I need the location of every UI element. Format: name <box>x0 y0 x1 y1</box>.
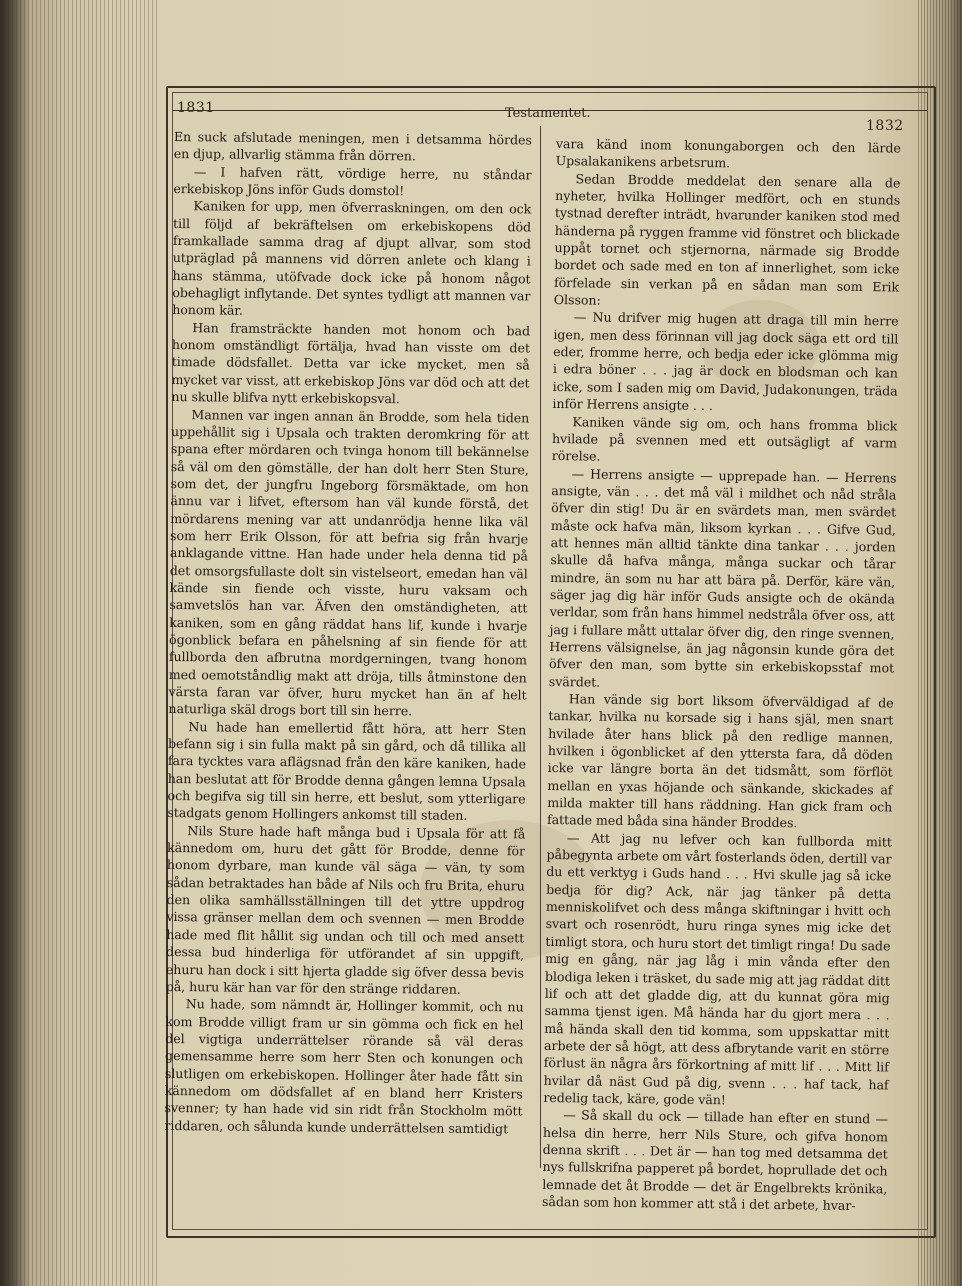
column-divider <box>540 126 541 1168</box>
paragraph: Han framsträckte handen mot honom och bad honom omständligt förtälja, hvad han visste om det timade dödsfallet. Detta var icke mycket, men så mycket var visst, att erkebiskop Jöns var död och att det nu skulle blifva nytt erkebiskopsval. <box>171 319 531 407</box>
paragraph: — Så skall du ock — tillade han efter en stund — helsa din herre, herr Nils Sture, och gifva honom denna skrift . . . Det är — han tog med detsamma det nys fullskrifna papperet på bordet, hoprullade det och lemnade det åt Brodde — det är Engelbrekts krönika, sådan som hon kommer att stå i det arbete, hvar- <box>541 1107 889 1213</box>
paragraph: — Att jag nu lefver och kan fullborda mitt påbegynta arbete om vårt fosterlands öden, dertill var du ett verktyg i Guds hand . . . Hvi skulle jag så icke bedja för dig? Ack, när jag tänker på detta menniskolifvet och dess många skiftningar i hvitt och svart och rosenrödt, huru ringa synes mig icke det timligt stora, och huru stort det timligt ringa! Du sade mig en gång, när jag låg i min vånda efter den blodiga leken i träsket, du sade mig att jag räddat ditt lif och att det gladde dig, att du kunnat göra mig samma tjenst igen. Må hända har du gjort mera . . . må hända skall den tid komma, som uppskattar mitt arbete der så högt, att dess afbrytande varit en större förlust än några års förkortning af mitt lif . . . Mitt lif hvilar då näst Gud på dig, svenn . . . haf tack, haf redelig tack, käre, gode vän! <box>543 829 892 1108</box>
running-head: Testamentet. <box>505 106 591 121</box>
paragraph: Sedan Brodde meddelat den senare alla de nyheter, hvilka Hollinger medfört, och en stunds tystnad derefter inträdt, hvarunder kaniken stod med händerna på ryggen framme vid fönstret och blickade uppåt tornet och stjernorna, närmade sig Brodde bordet och sade med en ton af innerlighet, som icke förfelade sin verkan på en sådan man som Erik Olsson: <box>553 170 901 308</box>
page-number-left: 1831 <box>177 100 215 116</box>
paragraph: En suck afslutade meningen, men i detsamma hördes en djup, allvarlig stämma från dörren. <box>173 128 532 164</box>
paragraph: — I hafven rätt, vördige herre, nu ståndar erkebiskop Jöns inför Guds domstol! <box>173 163 532 199</box>
paragraph: Mannen var ingen annan än Brodde, som hela tiden uppehållit sig i Upsala och trakten deromkring för att spana efter mördaren och tvinga honom till bekännelse så väl om den gömställe, der han dolt herr Sten Sture, som det, der jungfru Ingeborg försmäktade, om hon ännu var i lifvet, eftersom han väl kunde förstå, det mördarens mening var att undanrödja henne lika väl som herr Erik Olsson, för att befria sig från hvarje anklagande vittne. Han hade under hela denna tid på det omsorgsfullaste dolt sin vistelseort, emedan han väl kände sin fiende och visste, huru vaksam och samvetslös han var. Äfven den omständigheten, att kaniken, som en gång räddat hans lif, kunde i hvarje ögonblick befara en påhelsning af sin fiende för att fullborda den afbrutna mordgerningen, tvang honom med oemotståndlig makt att dröja, tills åtminstone den värsta faran var öfver, huru mycket han än af helt naturliga skäl drogs bort till sin herre. <box>168 406 530 719</box>
paragraph: Nils Sture hade haft många bud i Upsala för att få kännedom om, huru det gått för Brodde, denne för honom dyrbare, man kunde väl säga — vän, ty som sådan betraktades han både af Nils och fru Brita, ehuru den olika samhällsställningen till det yttre uppdrog vissa gränser mellan dem och svennen — men Brodde hade med flit hållit sig undan och till och med ansett dessa bud hinderliga för utförandet af sin uppgift, ehuru han dock i sitt hjerta gladde sig öfver dessa bevis på, huru kär han var för den stränge riddaren. <box>165 822 526 997</box>
paragraph: Nu hade han emellertid fått höra, att herr Sten befann sig i sin fulla makt på sin gård, och då tillika all fara tycktes vara aflägsnad från den käre kaniken, hade han beslutat att för Brodde denna gången lemna Upsala och begifva sig till sin herre, ett beslut, som ytterligare stadgats genom Hollingers ankomst till staden. <box>167 718 527 824</box>
right-column <box>542 135 901 1215</box>
paragraph: Kaniken vände sig om, och hans fromma blick hvilade på svennen med ett outsägligt af varm rörelse. <box>551 413 898 464</box>
paragraph: — Herrens ansigte — upprepade han. — Herrens ansigte, vän . . . det må väl i mildhet och nåd stråla öfver din stig! Du är en svärdets man, men svärdet måste ock hafva män, liksom kyrkan . . . Gifve Gud, att hennes män alltid tänkte dina tankar . . . jorden skulle då hafva många, många suckar och tårar mindre, än som nu har att bära på. Derför, käre vän, säger jag dig här inför Guds ansigte och de okända verldar, som från hans himmel nedstråla öfver oss, att jag i fullare mått uttalar öfver dig, den ringe svennen, Herrens välsignelse, än jag någonsin kunde göra det öfver den man, som bytte sin erkebiskopsstaf mot svärdet. <box>548 465 897 690</box>
paragraph: vara känd inom konungaborgen och den lärde Upsalakanikens arbetsrum. <box>555 135 901 171</box>
paragraph: Han vände sig bort liksom öfverväldigad af de tankar, hvilka nu korsade sig i hans själ, men snart hvilade åter hans blick på den redlige mannen, hvilken i ögonblicket af den yttersta fara, då döden icke var längre borta än det tidsmått, som förflöt mellan en yxas höjande och sänkande, skickades af milda makter till hans räddning. Han gick fram och fattade med båda sina händer Broddes. <box>546 691 894 831</box>
paragraph: Kaniken for upp, men öfverraskningen, om den ock till följd af bekräftelsen om erkebiskopens död framkallade samma drag af djupt allvar, som stod utpräglad på mannens vid dörren anlete och klang i hans stämma, utöfvade dock icke på honom något obehagligt inflytande. Det syntes tydligt att mannen var honom kär. <box>172 198 532 319</box>
paragraph: — Nu drifver mig hugen att draga till min herre igen, men dess förinnan vill jag dock säga ett ord till eder, fromme herre, och bedja eder icke glömma mig i edra böner . . . jag är dock en blodsman och kan icke, som I saden mig om David, Judakonungen, träda inför Herrens ansigte . . . <box>552 309 899 414</box>
left-column <box>164 128 532 1137</box>
page-number-right: 1832 <box>866 118 904 134</box>
paragraph: Nu hade, som nämndt är, Hollinger kommit, och nu kom Brodde villigt fram ur sin gömma och fick en hel del vigtiga underrättelser rörande så väl deras gemensamme herre som herr Sten och konungen och slutligen om erkebiskopen. Hollinger åter hade fått sin kännedom om dödsfallet af en bland herr Kristers svenner; ty han hade vid sin ridt från Stockholm mött riddaren, och sålunda kunde underrättelsen samtidigt <box>164 996 524 1136</box>
page-stack-edge <box>0 0 160 1286</box>
